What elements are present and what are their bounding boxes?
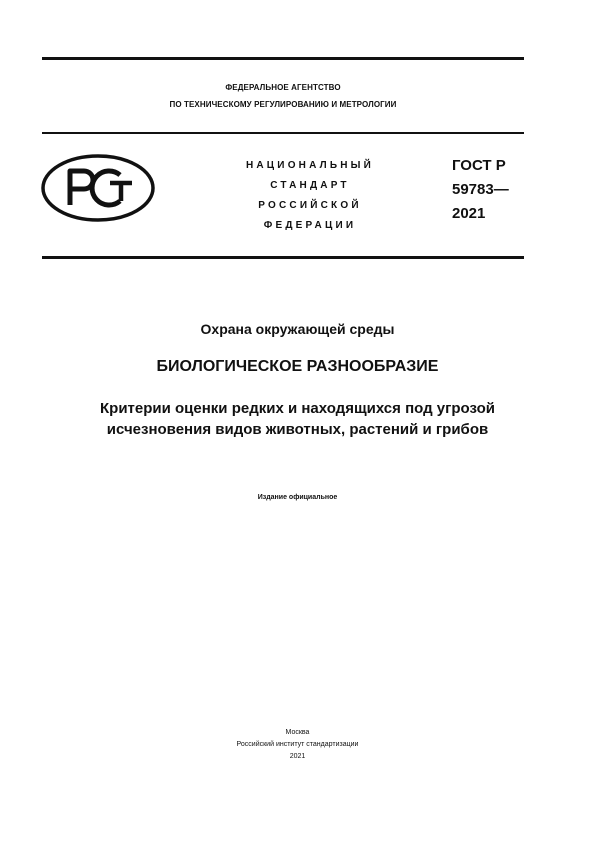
imprint-publisher: Российский институт стандартизации [236, 741, 359, 748]
standard-type-line1: НАЦИОНАЛЬНЫЙ [245, 160, 375, 171]
document-main-title: БИОЛОГИЧЕСКОЕ РАЗНООБРАЗИЕ [156, 358, 439, 375]
imprint [0, 727, 595, 763]
standard-type-line4: ФЕДЕРАЦИИ [263, 220, 357, 231]
document-subtitle [0, 398, 595, 440]
imprint-city: Москва [285, 729, 310, 736]
top-rule [42, 57, 524, 60]
standard-type-line2: СТАНДАРТ [270, 180, 350, 191]
designation-divider [42, 256, 524, 259]
subtitle-line2: исчезновения видов животных, растений и грибов [106, 421, 489, 438]
standard-year: 2021 [452, 205, 486, 222]
header-divider [42, 132, 524, 134]
imprint-year: 2021 [289, 753, 306, 760]
standard-type-line3: РОССИЙСКОЙ [258, 200, 362, 211]
subtitle-line1: Критерии оценки редких и находящихся под угрозой [100, 400, 495, 417]
rst-certification-mark-icon [40, 153, 156, 223]
edition-note: Издание официальное [257, 494, 338, 501]
standard-number: 59783— [452, 181, 509, 198]
agency-name-line1: ФЕДЕРАЛЬНОЕ АГЕНТСТВО [225, 83, 341, 92]
agency-name-line2: ПО ТЕХНИЧЕСКОМУ РЕГУЛИРОВАНИЮ И МЕТРОЛОГИИ [169, 100, 397, 109]
standard-prefix: ГОСТ Р [452, 157, 506, 174]
document-subject: Охрана окружающей среды [200, 321, 395, 337]
